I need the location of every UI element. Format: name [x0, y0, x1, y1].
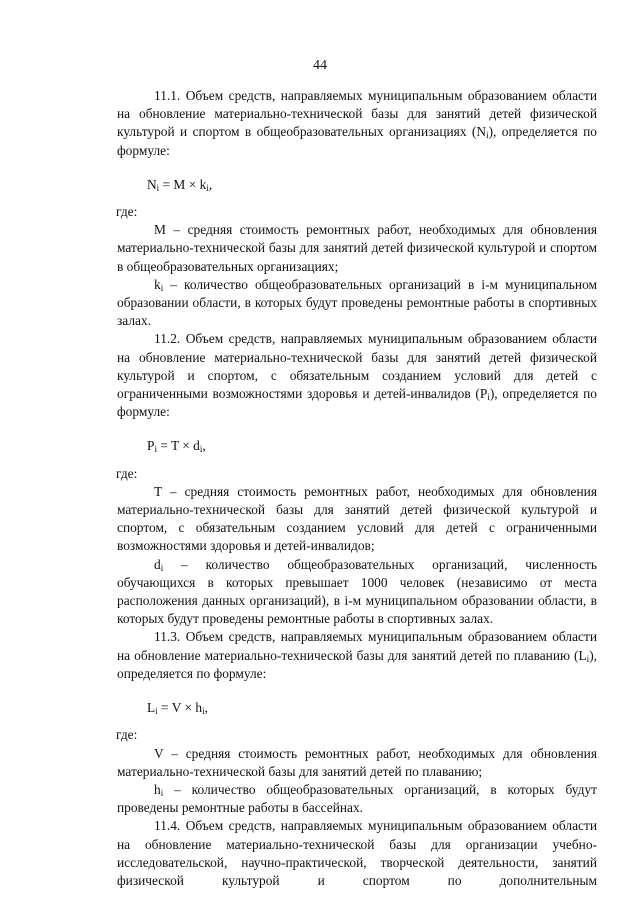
- where-label: где:: [116, 465, 138, 481]
- definition-v: V – средняя стоимость ремонтных работ, необходимых для обновления материально-технической базы для занятий детей по плаванию;: [117, 745, 597, 779]
- definition-d: $d_i$ – количество общеобразовательных организаций, численность обучающихся в которых превышает 1000 человек (независимо от места расположения данных организаций), в i-м муниципальном образовании области, в которых будут проведены ремонтные работы в спортивных залах.: [117, 556, 597, 627]
- paragraph-11-2: 11.2. Объем средств, направляемых муниципальным образованием области на обновление материально-технической базы для занятий детей физической культурой и спортом, с обязательным созданием условий для детей с ограниченными возможностями здоровья и детей-инвалидов $(P_i)$, определяется по формуле:: [117, 331, 597, 420]
- paragraph-11-1: 11.1. Объем средств, направляемых муниципальным образованием области на обновление материально-технической базы для занятий детей физической культурой и спортом в общеобразовательных организациях $(N_i)$, определяется по формуле:: [117, 88, 597, 158]
- definition-k: $k_i$ – количество общеобразовательных организаций в i-м муниципальном образовании области, в которых будут проведены ремонтные работы в спортивных залах.: [117, 276, 597, 329]
- formula-l: $L_i = V \times h_i$,: [147, 700, 208, 717]
- page-content: [117, 87, 597, 890]
- paragraph-11-4: 11.4. Объем средств, направляемых муниципальным образованием области на обновление материально-технической базы для организации учебно-исследовательской, научно-практической, творческой деятельности, занятий физической культурой и спортом по дополнительным: [117, 818, 597, 888]
- where-label: где:: [116, 727, 138, 743]
- definition-m: M – средняя стоимость ремонтных работ, необходимых для обновления материально-технической базы для занятий детей физической культурой и спортом в общеобразовательных организациях;: [117, 222, 597, 274]
- definition-h: $h_i$ – количество общеобразовательных организаций, в которых будут проведены ремонтные работы в бассейнах.: [117, 781, 597, 816]
- paragraph-11-3: 11.3. Объем средств, направляемых муниципальным образованием области на обновление материально-технической базы для занятий детей по плаванию $(L_i)$, определяется по формуле:: [117, 629, 597, 681]
- page-number: 44: [313, 58, 327, 73]
- formula-p: $P_i = T \times d_i$,: [147, 438, 206, 455]
- where-label: где:: [116, 204, 138, 220]
- definition-t: T – средняя стоимость ремонтных работ, необходимых для обновления материально-технической базы для занятий детей физической культурой и спортом, с обязательным созданием условий для детей с ограниченными возможностями здоровья и детей-инвалидов;: [117, 483, 597, 554]
- formula-n: $N_i = M \times k_i$,: [147, 176, 213, 193]
